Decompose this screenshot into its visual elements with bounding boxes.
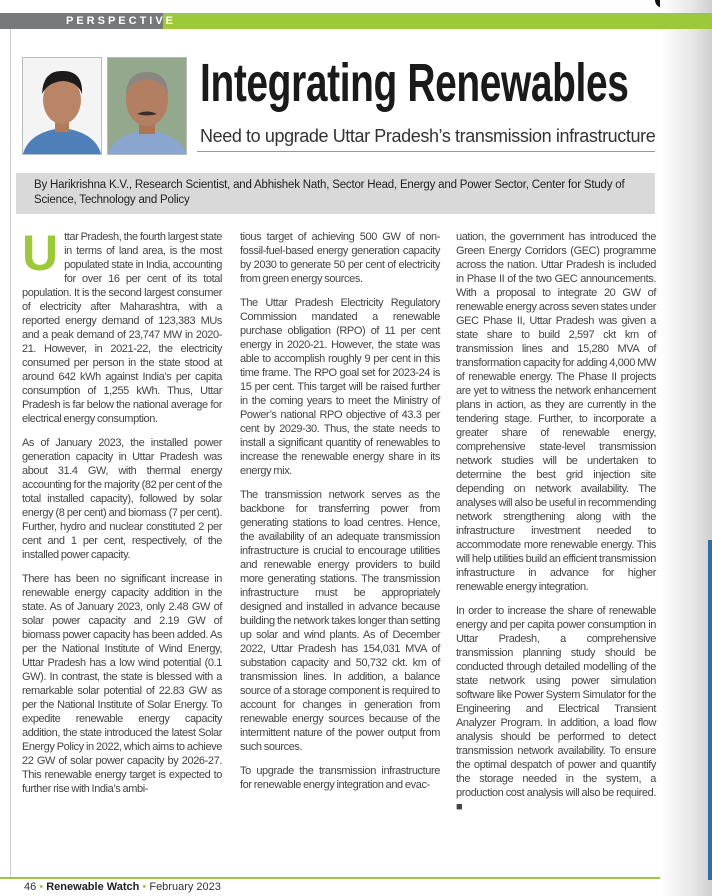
title-rule xyxy=(197,151,655,152)
author-photo-abhishek xyxy=(107,57,187,155)
paragraph-text: ttar Pradesh, the fourth largest state in terms of land area, is the most populated state in India, accounting for over 16 per cent of its total population. It is the second largest consumer of electricity after Maharashtra, with a reported energy demand of 123,383 MUs and a peak demand of 23,747 MW in 2020-21. However, in 2021-22, the electricity consumed per person in the state stood at around 642 kWh against India’s per capita consumption of 1,255 kWh. Thus, Uttar Pradesh is far below the national average for electrical energy consumption. xyxy=(22,231,222,425)
drop-cap: U xyxy=(22,225,59,281)
column-3 xyxy=(456,230,656,824)
paragraph xyxy=(22,225,222,426)
paragraph: tious target of achieving 500 GW of non-fossil-fuel-based energy generation capacity by 2030 to generate 50 per cent of electricity from green energy sources. xyxy=(240,231,440,285)
byline: By Harikrishna K.V., Research Scientist, and Abhishek Nath, Sector Head, Energy and Power Sector, Center for Study of Science, Technology and Policy xyxy=(16,173,655,214)
section-label: PERSPECTIVE xyxy=(0,13,163,29)
page-number: 46 xyxy=(24,881,37,893)
footer-rule xyxy=(0,877,660,879)
paragraph: The transmission network serves as the backbone for transferring power from generating stations to load centres. Hence, the availability of an adequate transmission infrastructure is crucial to encourage utilities and renewable energy providers to build more generating stations. The transmission infrastructure must be appropriately designed and installed in advance because building the network takes longer than setting up solar and wind plants. As of December 2022, Uttar Pradesh has 154,031 MVA of substation capacity and 50,732 ckt. km of transmission lines. In addition, a balance source of a storage component is required to account for changes in generation from renewable energy sources because of the intermittent nature of the power output from such sources. xyxy=(240,489,440,753)
page-edge-shadow xyxy=(660,0,712,896)
paragraph: In order to increase the share of renewable energy and per capita power consumption in Uttar Pradesh, a comprehensive transmission planning study should be conducted through detailed modelling of the state network using power simulation software like Power System Simulator for the Engineering and Electrical Transient Analyzer Program. In addition, a load flow analysis should be performed to detect transmission network availability. To ensure the optimal despatch of power and quantify the storage needed in the system, a production cost analysis will also be required. ■ xyxy=(456,605,656,813)
article-subtitle: Need to upgrade Uttar Pradesh’s transmission infrastructure xyxy=(200,126,656,146)
magazine-name: Renewable Watch xyxy=(46,881,140,893)
page-footer xyxy=(24,881,221,894)
author-photo-harikrishna xyxy=(22,57,102,155)
paragraph: uation, the government has introduced the Green Energy Corridors (GEC) programme across the nation. Uttar Pradesh is included in Phase II of the two GEC announcements. With a proposal to integrate 20 GW of renewable energy across seven states under GEC Phase II, Uttar Pradesh was given a state share to build 2,597 ckt km of transmission lines and 15,280 MVA of transformation capacity for adding 4,000 MW of renewable energy. The Phase II projects are yet to witness the network enhancement plans in action, as they are currently in the tendering stage. Further, to incorporate a greater share of renewable energy, comprehensive state-level transmission network studies will be undertaken to determine the best grid injection site depending on network availability. The analyses will also be useful in recommending network strengthening along with the infrastructure investment needed to accommodate more renewable energy. This will help utilities build an efficient transmission infrastructure in advance for higher renewable energy integration. xyxy=(456,231,656,593)
paragraph: The Uttar Pradesh Electricity Regulatory Commission mandated a renewable purchase obligation (RPO) of 11 per cent energy in 2020-21. However, the state was able to accomplish roughly 9 per cent in this time frame. The RPO goal set for 2023-24 is 15 per cent. This target will be raised further in the coming years to meet the Ministry of Power’s national RPO objective of 43.3 per cent by 2029-30. Thus, the state needs to install a significant quantity of renewables to increase the renewable energy share in its energy mix. xyxy=(240,297,440,477)
separator-dot: • xyxy=(39,881,44,893)
article-title: Integrating Renewables xyxy=(200,53,629,113)
paragraph: There has been no significant increase in renewable energy capacity addition in the state. As of January 2023, only 2.48 GW of solar power capacity and 2.19 GW of biomass power capacity has been added. As per the National Institute of Wind Energy, Uttar Pradesh has a low wind potential (0.1 GW). In contrast, the state is blessed with a remarkable solar potential of 22.83 GW as per the National Institute of Solar Energy. To expedite renewable energy capacity addition, the state introduced the latest Solar Energy Policy in 2022, which aims to achieve 22 GW of solar power capacity by 2026-27. This renewable energy target is expected to further rise with India’s ambi- xyxy=(22,573,222,795)
column-1 xyxy=(22,225,222,806)
adjacent-page-strip xyxy=(708,540,712,880)
column-2 xyxy=(240,230,440,802)
issue-date: February 2023 xyxy=(149,881,221,893)
paragraph: To upgrade the transmission infrastructure for renewable energy integration and evac- xyxy=(240,765,440,791)
separator-dot: • xyxy=(142,881,147,893)
left-margin-rule xyxy=(10,29,11,877)
paragraph: As of January 2023, the installed power generation capacity in Uttar Pradesh was about 31.4 GW, with thermal energy accounting for the majority (82 per cent of the total installed capacity), followed by solar energy (8 per cent) and biomass (7 per cent). Further, hydro and nuclear constituted 2 per cent and 1 per cent, respectively, of the installed power capacity. xyxy=(22,437,222,561)
